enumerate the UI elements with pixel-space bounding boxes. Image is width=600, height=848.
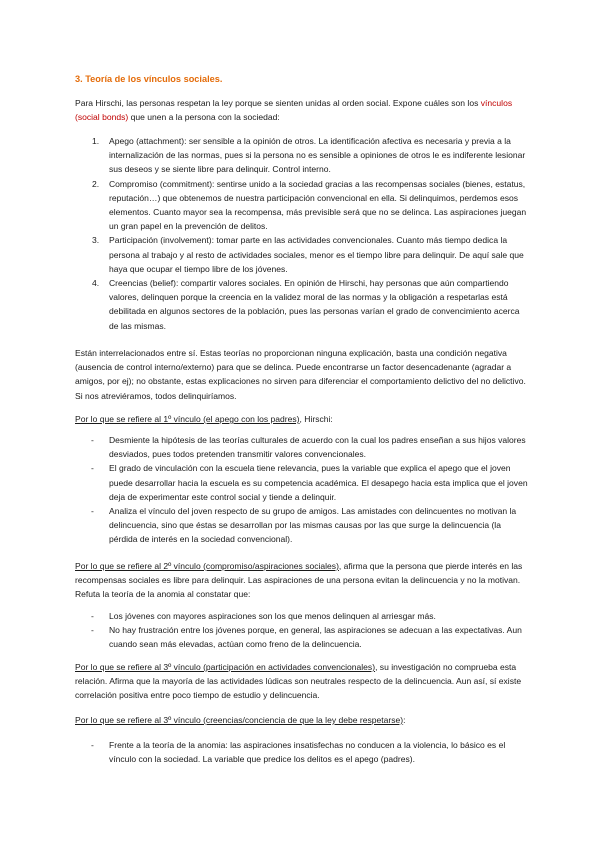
section-2-list [75,609,529,652]
section-1-list [75,433,529,547]
list-item: - Frente a la teoría de la anomia: las aspiraciones insatisfechas no conducen a la violencia, lo básico es el vínculo con la sociedad. La variable que predice los delitos es el apego (padres). [91,740,506,765]
list-item: 4. Creencias (belief): compartir valores sociales. En opinión de Hirschi, hay personas que aún compartiendo valores, delinquen porque la creencia en la validez moral de las normas y la obligación a respetarlas está debilitada en algunos sectores de la población, pues las personas varían el grado de convencimiento acerca de las mismas. [92,278,520,331]
section-4-title: Por lo que se refiere al 3º vínculo (creencias/conciencia de que la ley debe respetarse): [75,715,406,725]
list-item: - El grado de vinculación con la escuela tiene relevancia, pues la variable que explica el apego que el joven puede desarrollar hacia la escuela es su competencia académica. El desapego hacia esta implica que el joven deja de experimentar este control social y tiende a delinquir. [91,463,528,502]
list-item: - Desmiente la hipótesis de las teorías culturales de acuerdo con la cual los padres enseñan a sus hijos valores desviados, pues todos pretenden transmitir valores convencionales. [91,435,526,460]
list-item: - Los jóvenes con mayores aspiraciones son los que menos delinquen al arriesgar más. [91,611,436,621]
list-item: - No hay frustración entre los jóvenes porque, en general, las aspiraciones se adecuan a las expectativas. Aun cuando sean más elevadas, actúan como freno de la delincuencia. [91,625,522,650]
section-heading: 3. Teoría de los vínculos sociales. [75,74,223,84]
list-item: 2. Compromiso (commitment): sentirse unido a la sociedad gracias a las recompensas sociales (bienes, estatus, reputación…) que obtenemos de nuestra participación convencional en ella. Si delinquimos, perdemos esos elementos. Cuanto mayor sea la recompensa, más previsible será que no se delinca. Las aspiraciones juegan un gran papel en la prevención de delitos. [92,178,527,232]
interrelated-paragraph: Están interrelacionados entre sí. Estas teorías no proporcionan ninguna explicación, basta una condición negativa (ausencia de control interno/externo) para que se delinca. Puede encontrarse un factor desencadenante (agradar a amigos, por ej); no obstante, estas explicaciones no sirven para diferenciar el comportamiento delictivo del no delictivo. Si nos atreviéramos, todos delinquiríamos. [75,348,526,401]
bonds-list [75,134,529,333]
section-2-paragraph: Por lo que se refiere al 2º vínculo (compromiso/aspiraciones sociales), afirma que la persona que pierde interés en las recompensas sociales es libre para delinquir. Las aspiraciones de una persona evitan la delincuencia y no la motivan. Refuta la teoría de la anomia al constatar que: [75,561,523,600]
section-1-title: Por lo que se refiere al 1º vínculo (el apego con los padres), Hirschi: [75,414,333,424]
social-bonds-term: vínculos (social bonds) [75,98,513,123]
list-item: 1. Apego (attachment): ser sensible a la opinión de otros. La identificación afectiva es necesaria y previa a la internalización de las normas, pues si la persona no es sensible a opiniones de otros le es indiferente lesionar sus deseos y se siente libre para delinquir. Control interno. [92,136,526,175]
section-4-list [75,738,529,766]
intro-paragraph: Para Hirschi, las personas respetan la ley porque se sienten unidas al orden social. Expone cuáles son los vínculos (social bonds) que unen a la persona con la sociedad: [75,98,513,123]
list-item: - Analiza el vínculo del joven respecto de su grupo de amigos. Las amistades con delincuentes no motivan la delincuencia, sino que éstas se desarrollan por las mismas causas por las que surge la delincuencia (la pérdida de interés en la sociedad convencional). [91,506,517,545]
list-item: 3. Participación (involvement): tomar parte en las actividades convencionales. Cuanto más tiempo dedica la persona al trabajo y al resto de actividades sociales, menor es el tiempo libre para delinquir. De aquí sale que haya que ocupar el tiempo libre de los jóvenes. [92,235,524,274]
section-3-paragraph: Por lo que se refiere al 3º vínculo (participación en actividades convencionales), su investigación no comprueba esta relación. Afirma que la mayoría de las actividades lúdicas son neutrales respecto de la delincuencia. Aun así, sí existe correlación positiva entre poco tiempo de estudio y delincuencia. [75,662,522,701]
